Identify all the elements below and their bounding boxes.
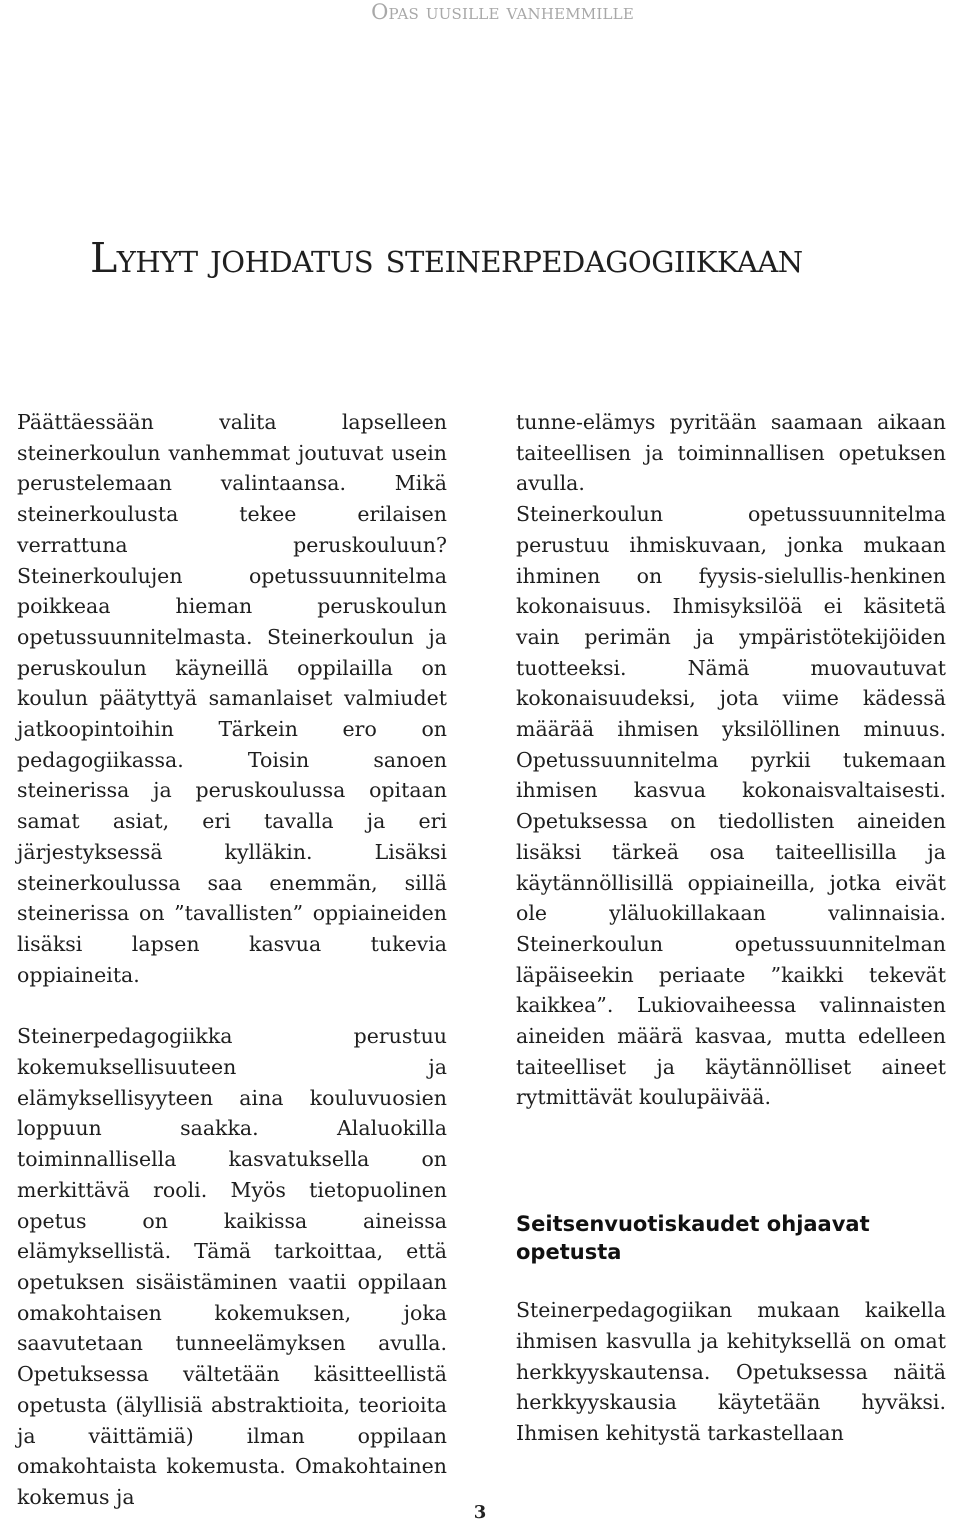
left-paragraph-2: Steinerpedagogiikka perustuu kokemuksellisuuteen ja elämyksellisyyteen aina kouluvuosien loppuun saakka. Alaluokilla toiminnallisella kasvatuksella on merkittävä rooli. Myös tietopuolinen opetus on kaikissa aineissa elämyksellistä. Tämä tarkoittaa, että opetuksen sisäistäminen vaatii oppilaan omakohtaisen kokemuksen, joka saavutetaan tunneelämyksen avulla. Opetuksessa vältetään käsitteellistä opetusta (älyllisiä abstraktioita, teorioita ja väittämiä) ilman oppilaan omakohtaista kokemusta. Omakohtainen kokemus ja bbox=[17, 1024, 447, 1509]
section-subheading: Seitsenvuotiskaudet ohjaavat opetusta bbox=[516, 1212, 870, 1265]
left-paragraph-1: Päättäessään valita lapselleen steinerkoulun vanhemmat joutuvat usein perustelemaan valintaansa. Mikä steinerkoulusta tekee erilaisen verrattuna peruskouluun? Steinerkoulujen opetussuunnitelma poikkeaa hieman peruskoulun opetussuunnitelmasta. Steinerkoulun ja peruskoulun käyneillä oppilailla on koulun päätyttyä samanlaiset valmiudet jatkoopintoihin Tärkein ero on pedagogiikassa. Toisin sanoen steinerissa ja peruskoulussa opitaan samat asiat, eri tavalla ja eri järjestyksessä kylläkin. Lisäksi steinerkoulussa saa enemmän, sillä steinerissa on ”tavallisten” oppiaineiden lisäksi lapsen kasvua tukevia oppiaineita. bbox=[17, 410, 447, 987]
running-header: Opas uusille vanhemmille bbox=[371, 0, 634, 24]
right-paragraph-3: Steinerpedagogiikan mukaan kaikella ihmisen kasvulla ja kehityksellä on omat herkkyyskautensa. Opetuksessa näitä herkkyyskausia käytetään hyväksi. Ihmisen kehitystä tarkastellaan bbox=[516, 1298, 946, 1445]
right-column bbox=[516, 407, 946, 1449]
page-number: 3 bbox=[473, 1502, 487, 1523]
left-column bbox=[17, 407, 447, 1513]
right-paragraph-2: Steinerkoulun opetussuunnitelma perustuu ihmiskuvaan, jonka mukaan ihminen on fyysis-sielullis-henkinen kokonaisuus. Ihmisyksilöä ei käsitetä vain perimän ja ympäristötekijöiden tuotteeksi. Nämä muovautuvat kokonaisuudeksi, jota viime kädessä määrää ihmisen yksilöllinen minuus. Opetussuunnitelma pyrkii tukemaan ihmisen kasvua kokonaisvaltaisesti. Opetuksessa on tiedollisten aineiden lisäksi tärkeä osa taiteellisilla ja käytännöllisillä oppiaineilla, jotka eivät ole yläluokillakaan valinnaisia. Steinerkoulun opetussuunnitelman läpäiseekin periaate ”kaikki tekevät kaikkea”. Lukiovaiheessa valinnaisten aineiden määrä kasvaa, mutta edelleen taiteelliset ja käytännölliset aineet rytmittävät koulupäivää. bbox=[516, 502, 946, 1110]
right-paragraph-1: tunne-elämys pyritään saamaan aikaan taiteellisen ja toiminnallisen opetuksen avulla. bbox=[516, 410, 946, 496]
paragraph-gap bbox=[17, 990, 447, 1021]
page-title: Lyhyt johdatus steinerpedagogiikkaan bbox=[90, 234, 803, 282]
